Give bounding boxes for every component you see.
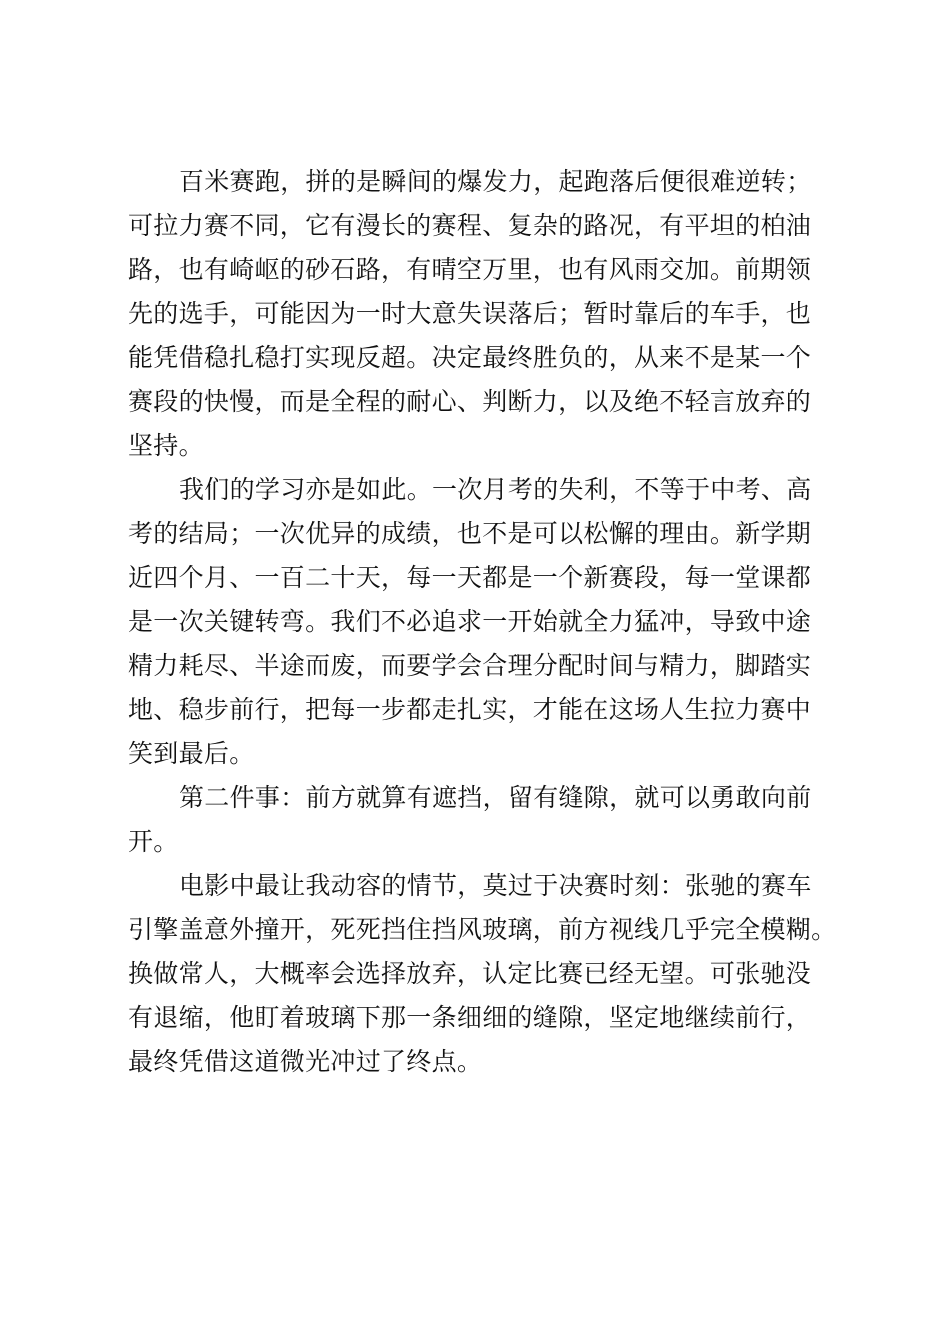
text-line: 我们的学习亦是如此。一次月考的失利，不等于中考、高 [179,475,812,504]
text-line: 地、稳步前行，把每一步都走扎实，才能在这场人生拉力赛中 [128,695,812,724]
paragraph-second-point [128,776,838,864]
text-line: 第二件事：前方就算有遮挡，留有缝隙，就可以勇敢向前 [179,783,812,812]
text-line: 有退缩，他盯着玻璃下那一条细细的缝隙，坚定地继续前行， [128,1003,812,1032]
document-body [128,160,838,1084]
paragraph-study-analogy [128,468,838,776]
text-line: 考的结局；一次优异的成绩，也不是可以松懈的理由。新学期 [128,519,812,548]
text-line: 换做常人，大概率会选择放弃，认定比赛已经无望。可张驰没 [128,959,812,988]
text-line: 电影中最让我动容的情节，莫过于决赛时刻：张驰的赛车 [179,871,812,900]
text-line: 百米赛跑，拼的是瞬间的爆发力，起跑落后便很难逆转； [179,167,812,196]
paragraph-rally-comparison [128,160,838,468]
text-line: 坚持。 [128,431,204,460]
text-line: 可拉力赛不同，它有漫长的赛程、复杂的路况，有平坦的柏油 [128,211,812,240]
text-line: 开。 [128,827,179,856]
text-line: 引擎盖意外撞开，死死挡住挡风玻璃，前方视线几乎完全模糊。 [128,915,837,944]
text-line: 精力耗尽、半途而废，而要学会合理分配时间与精力，脚踏实 [128,651,812,680]
text-line: 能凭借稳扎稳打实现反超。决定最终胜负的，从来不是某一个 [128,343,812,372]
text-line: 是一次关键转弯。我们不必追求一开始就全力猛冲，导致中途 [128,607,812,636]
text-line: 近四个月、一百二十天，每一天都是一个新赛段，每一堂课都 [128,563,812,592]
text-line: 先的选手，可能因为一时大意失误落后；暂时靠后的车手，也 [128,299,812,328]
text-line: 路，也有崎岖的砂石路，有晴空万里，也有风雨交加。前期领 [128,255,812,284]
text-line: 赛段的快慢，而是全程的耐心、判断力，以及绝不轻言放弃的 [128,387,812,416]
text-line: 最终凭借这道微光冲过了终点。 [128,1047,483,1076]
text-line: 笑到最后。 [128,739,255,768]
paragraph-movie-scene [128,864,838,1084]
